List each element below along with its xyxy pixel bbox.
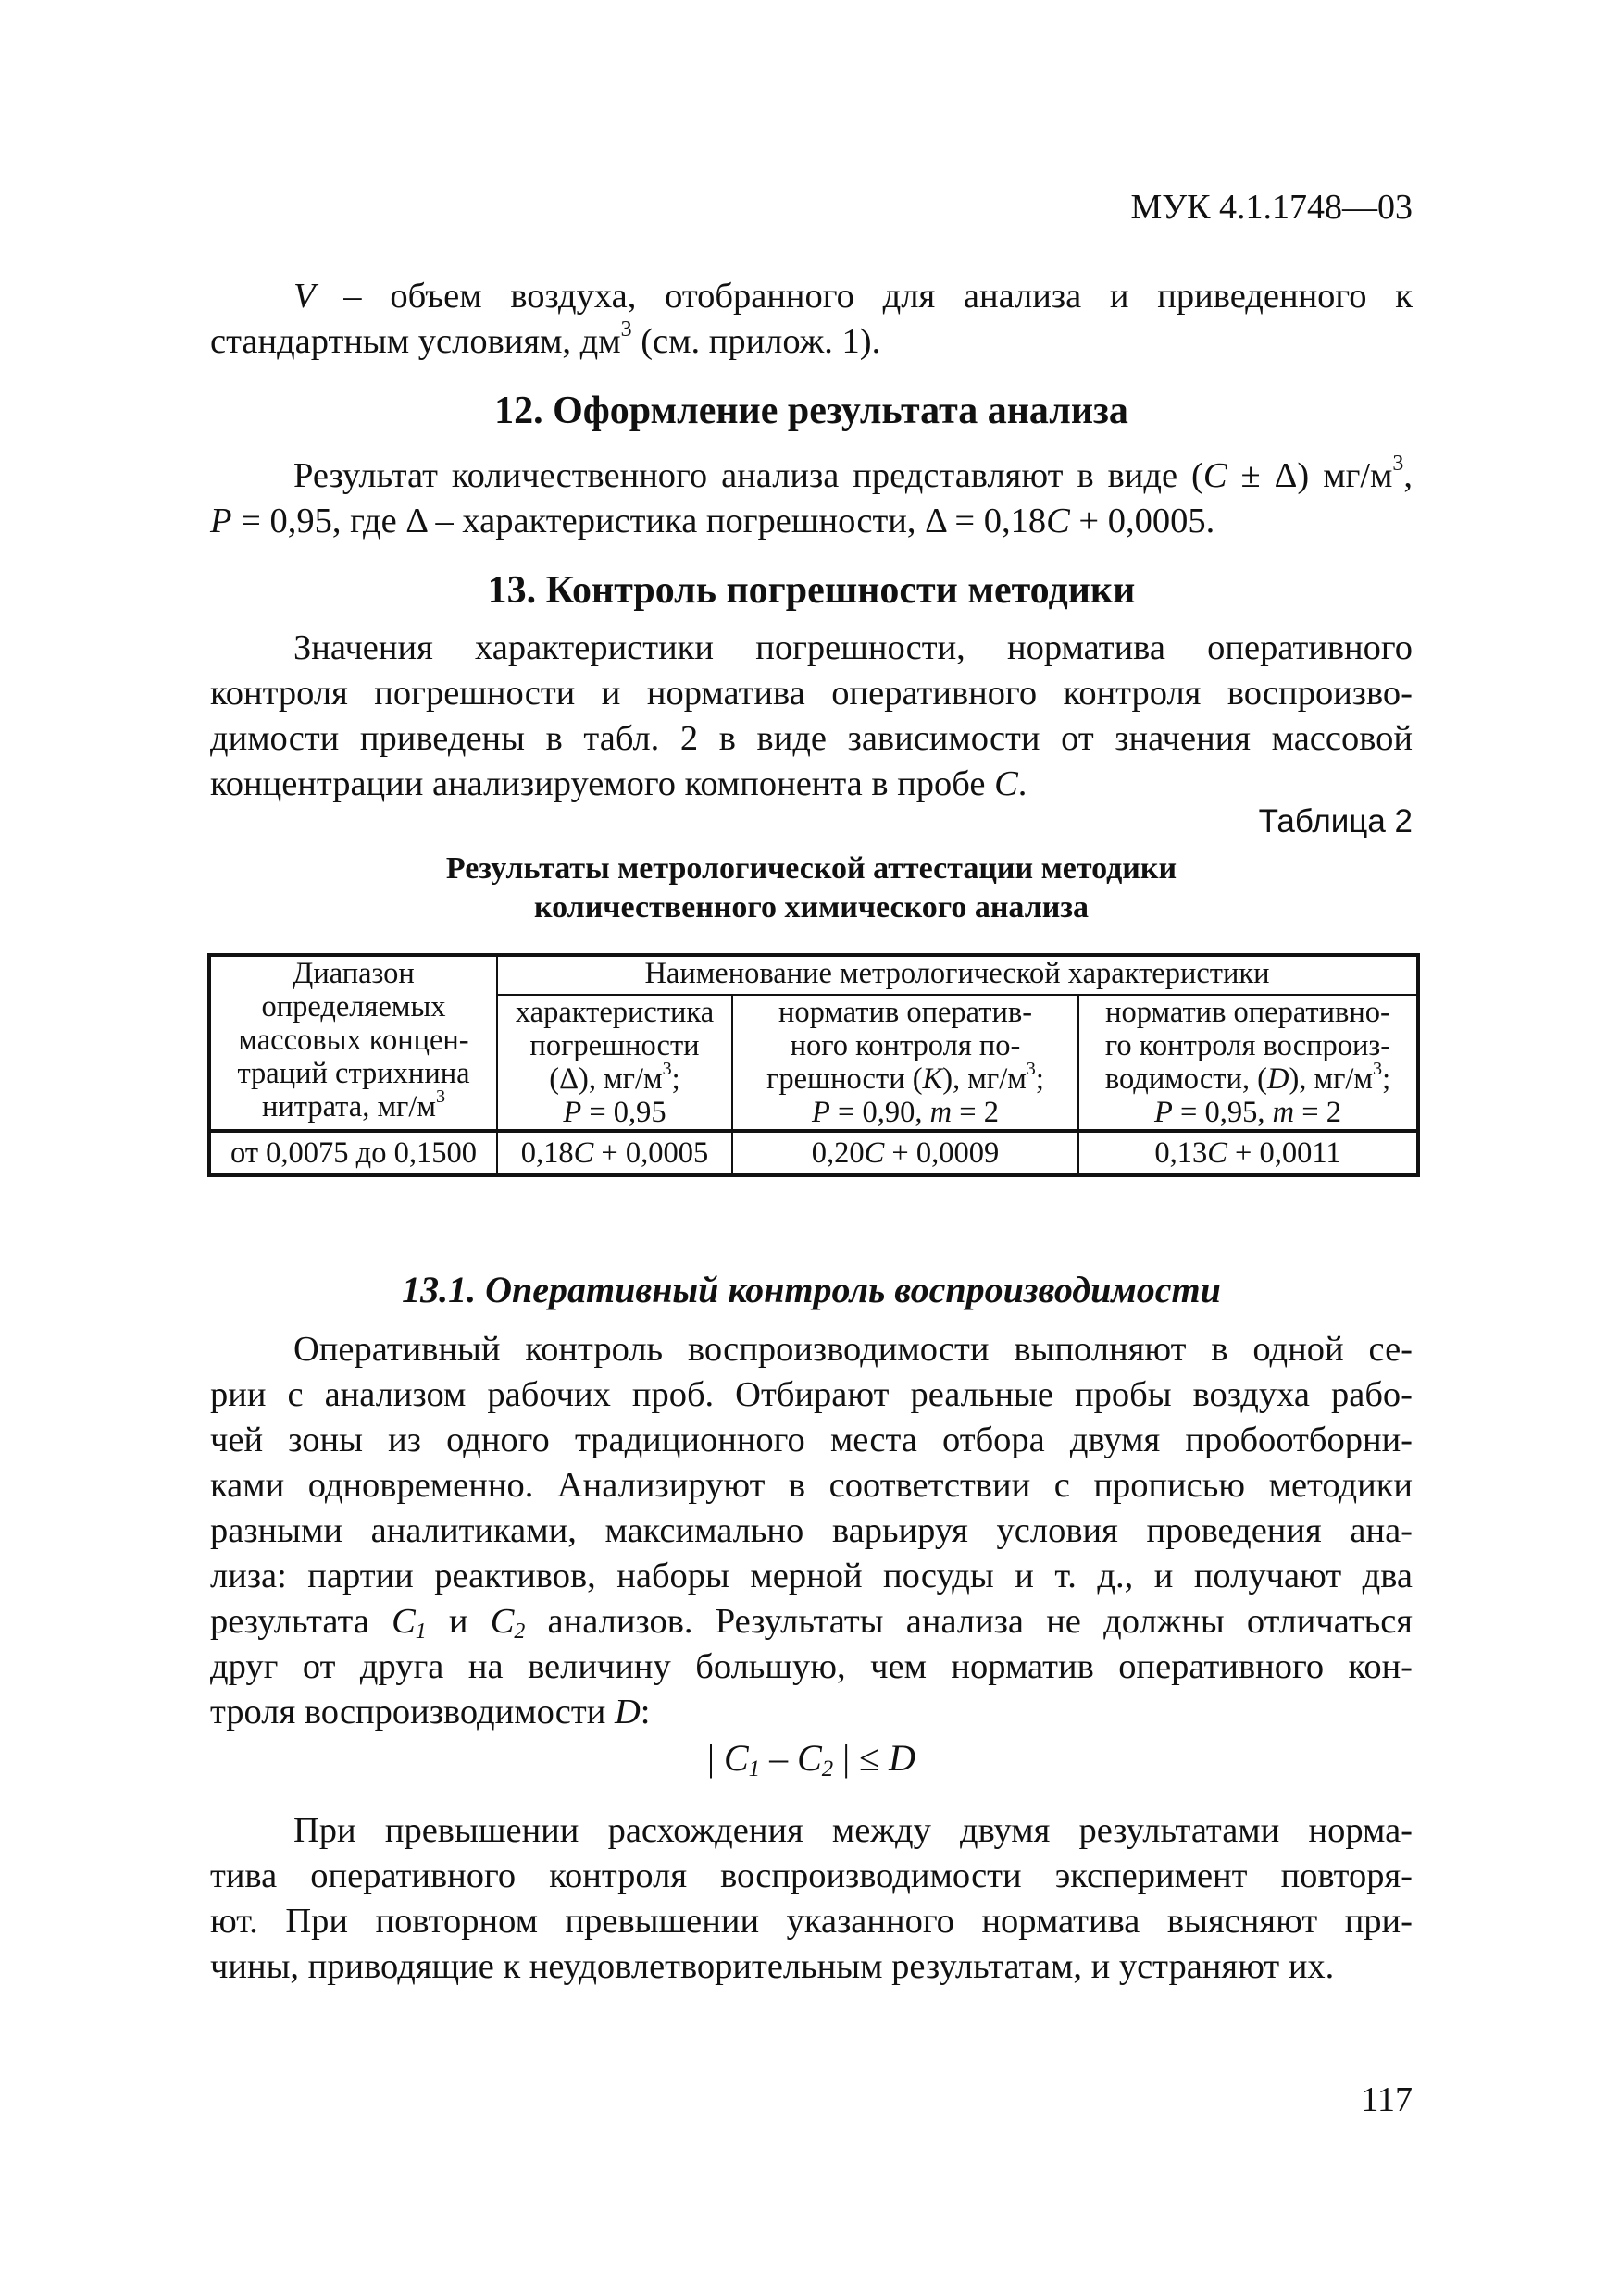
text: = 0,95, где Δ – характеристика погрешности, Δ = 0,18 — [231, 502, 1047, 540]
text: ; — [1382, 1062, 1391, 1096]
reproducibility-control-cell — [1078, 1131, 1418, 1175]
paragraph-line: чей зоны из одного традиционного места отбора двумя пробоотборни- — [210, 1421, 1413, 1459]
var-c: C — [1046, 502, 1070, 540]
paragraph-line: ками одновременно. Анализируют в соответствии с прописью методики — [210, 1466, 1413, 1505]
paragraph-line — [210, 1690, 1413, 1735]
range-cell: от 0,0075 до 0,1500 — [209, 1131, 497, 1175]
section-13-line-3: димости приведены в табл. 2 в виде зависимости от значения массовой — [210, 719, 1413, 758]
section-13-line-1: Значения характеристики погрешности, норматива оперативного — [293, 628, 1413, 667]
table-label: Таблица 2 — [1258, 803, 1413, 839]
text: + 0,0005. — [1069, 502, 1215, 540]
intro-text: стандартным условиям, дм — [210, 322, 621, 361]
paragraph-line: Оперативный контроль воспроизводимости выполняют в одной се- — [293, 1330, 1413, 1369]
section-12-line-2 — [210, 499, 1413, 544]
text: (Δ), мг/м — [549, 1062, 663, 1096]
cell-line — [735, 1096, 1076, 1129]
text: нитрата, мг/м — [261, 1090, 436, 1123]
cell-line — [1081, 1096, 1414, 1129]
var-c: C — [490, 1602, 515, 1641]
col-error-characteristic-header — [497, 995, 732, 1131]
var-p: P — [210, 502, 232, 540]
section-13-line-4 — [210, 762, 1413, 807]
text: ; — [671, 1062, 680, 1096]
var-c: C — [1207, 1136, 1227, 1170]
section-13-paragraph — [210, 626, 1413, 807]
var-k: K — [922, 1062, 943, 1096]
superscript: 3 — [1373, 1058, 1383, 1079]
text: = 2 — [1294, 1096, 1341, 1129]
intro-line-2 — [210, 319, 1413, 365]
section-12-line-1 — [210, 453, 1413, 499]
text: троля воспроизводимости — [210, 1693, 615, 1731]
text: + 0,0009 — [884, 1136, 1000, 1170]
section-13-title: 13. Контроль погрешности методики — [487, 569, 1136, 612]
cell-line: ного контроля по- — [790, 1029, 1021, 1062]
table-row — [209, 1131, 1418, 1175]
text: концентрации анализируемого компонента в пробе — [210, 764, 995, 803]
cell-line: Диапазон — [293, 957, 415, 990]
formula — [210, 1736, 1413, 1780]
error-characteristic-cell — [497, 1131, 732, 1175]
var-v: V — [293, 277, 316, 316]
cell-line: погрешности — [529, 1029, 700, 1062]
intro-text: – объем воздуха, отобранного для анализа и приведенного к — [315, 277, 1413, 316]
paragraph-line: разными аналитиками, максимально варьируя условия проведения ана- — [210, 1511, 1413, 1550]
table-caption-line-1: Результаты метрологической аттестации методики — [445, 851, 1177, 886]
subscript: 1 — [748, 1756, 761, 1782]
var-c: C — [723, 1737, 749, 1779]
superscript: 3 — [620, 317, 632, 342]
cell-line — [500, 1058, 729, 1096]
var-m: m — [929, 1096, 953, 1129]
text: = 0,90, — [829, 1096, 930, 1129]
text: ), мг/м — [1289, 1062, 1374, 1096]
text: : — [640, 1693, 651, 1731]
text: 0,18 — [520, 1136, 574, 1170]
cell-line: норматив оператив- — [778, 996, 1033, 1029]
text: 0,13 — [1154, 1136, 1208, 1170]
paragraph-line: ют. При повторном превышении указанного норматива выясняют при- — [210, 1902, 1413, 1941]
text: водимости, ( — [1104, 1062, 1267, 1096]
text: + 0,0005 — [593, 1136, 709, 1170]
running-header: МУК 4.1.1748—03 — [1130, 188, 1413, 227]
cell-line: определяемых — [261, 990, 446, 1024]
paragraph-line: При превышении расхождения между двумя результатами норма- — [293, 1811, 1413, 1850]
paragraph-line: рии с анализом рабочих проб. Отбирают реальные пробы воздуха рабо- — [210, 1375, 1413, 1414]
cell-line — [213, 1086, 494, 1123]
text: ; — [1035, 1062, 1044, 1096]
final-paragraph — [210, 1808, 1413, 1990]
var-c: C — [797, 1737, 822, 1779]
text: ), мг/м — [942, 1062, 1027, 1096]
superscript: 3 — [1392, 452, 1404, 477]
group-header-cell: Наименование метрологической характеристики — [497, 955, 1418, 995]
range-header-cell — [209, 955, 497, 1131]
text: = 2 — [952, 1096, 999, 1129]
text: | — [706, 1737, 724, 1779]
paragraph-line: тива оперативного контроля воспроизводимости эксперимент повторя- — [210, 1856, 1413, 1895]
var-p: P — [812, 1096, 830, 1129]
cell-line — [1081, 1058, 1414, 1096]
paragraph-line: друг от друга на величину большую, чем норматив оперативного кон- — [210, 1647, 1413, 1686]
text: 0,20 — [811, 1136, 865, 1170]
var-d: D — [1266, 1062, 1289, 1096]
var-p: P — [1154, 1096, 1173, 1129]
var-c: C — [994, 764, 1018, 803]
var-c: C — [864, 1136, 885, 1170]
section-12-paragraph — [210, 453, 1413, 544]
var-d: D — [614, 1693, 641, 1731]
col-error-control-header — [732, 995, 1078, 1131]
text: Результат количественного анализа представляют в виде ( — [293, 456, 1203, 495]
text: , — [1403, 456, 1413, 495]
subsection-13-1-paragraph — [210, 1327, 1413, 1735]
cell-line: траций стрихнина — [237, 1057, 470, 1090]
text: | ≤ — [833, 1737, 890, 1779]
cell-line: массовых концен- — [238, 1024, 469, 1057]
table-caption — [210, 850, 1413, 927]
intro-text: (см. прилож. 1). — [631, 322, 881, 361]
intro-paragraph — [210, 274, 1413, 365]
superscript: 3 — [435, 1086, 446, 1107]
cell-line — [500, 1096, 729, 1129]
text: = 0,95 — [581, 1096, 666, 1129]
var-c: C — [1202, 456, 1227, 495]
text: и — [426, 1602, 491, 1641]
metrology-table — [207, 953, 1420, 1177]
superscript: 3 — [662, 1058, 672, 1079]
text: = 0,95, — [1172, 1096, 1273, 1129]
var-p: P — [563, 1096, 582, 1129]
text: ± Δ) мг/м — [1227, 456, 1393, 495]
error-control-cell — [732, 1131, 1078, 1175]
cell-line: го контроля воспроиз- — [1104, 1029, 1391, 1062]
subscript: 2 — [514, 1619, 526, 1644]
subscript: 2 — [821, 1756, 834, 1782]
superscript: 3 — [1026, 1058, 1036, 1079]
var-d: D — [889, 1737, 916, 1779]
section-13-line-2: контроля погрешности и норматива оперативного контроля воспроизво- — [210, 674, 1413, 713]
intro-line-1 — [210, 274, 1413, 319]
page-number: 117 — [1361, 2080, 1413, 2119]
cell-line — [735, 1058, 1076, 1096]
cell-line: норматив оперативно- — [1105, 996, 1390, 1029]
text: . — [1017, 764, 1027, 803]
var-m: m — [1272, 1096, 1295, 1129]
subsection-13-1-title: 13.1. Оперативный контроль воспроизводимости — [402, 1269, 1221, 1310]
paragraph-line: чины, приводящие к неудовлетворительным результатам, и устраняют их. — [210, 1947, 1335, 1986]
subscript: 1 — [415, 1619, 427, 1644]
table-header-row — [209, 955, 1418, 995]
paragraph-line — [210, 1599, 1413, 1644]
var-c: C — [573, 1136, 594, 1170]
col-reproducibility-control-header — [1078, 995, 1418, 1131]
text: + 0,0011 — [1227, 1136, 1341, 1170]
paragraph-line: лиза: партии реактивов, наборы мерной посуды и т. д., и получают два — [210, 1557, 1413, 1595]
var-c: C — [392, 1602, 416, 1641]
text: грешности ( — [766, 1062, 923, 1096]
text: результата — [210, 1602, 392, 1641]
cell-line: характеристика — [515, 996, 715, 1029]
text: анализов. Результаты анализа не должны отличаться — [525, 1602, 1413, 1641]
section-12-title: 12. Оформление результата анализа — [494, 390, 1128, 432]
table-caption-line-2: количественного химического анализа — [533, 890, 1090, 925]
text: – — [760, 1737, 798, 1779]
